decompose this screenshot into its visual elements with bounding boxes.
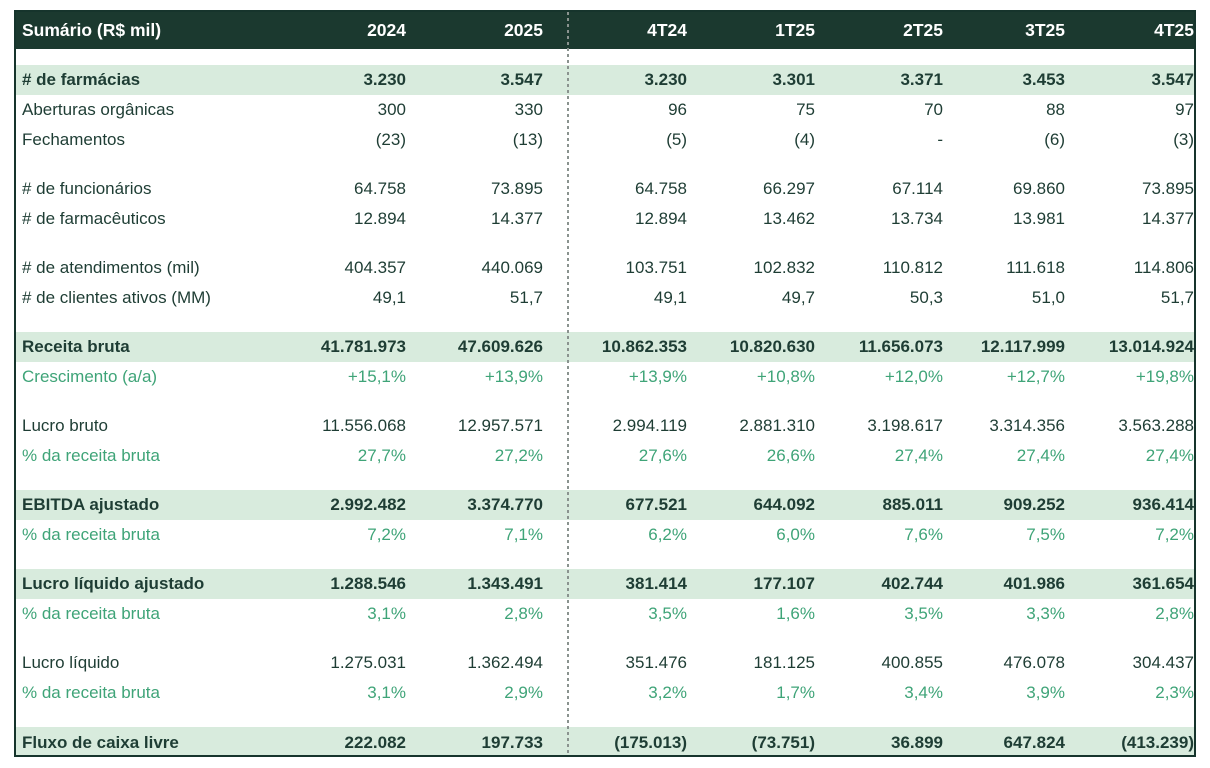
value-cell: (5) — [666, 130, 687, 149]
table-row — [16, 125, 1194, 155]
row-label: # de atendimentos (mil) — [22, 258, 200, 277]
value-cell: +15,1% — [347, 367, 406, 386]
value-cell: 3,1% — [367, 683, 406, 702]
spacer-row — [16, 313, 1194, 332]
value-cell: 10.862.353 — [601, 337, 687, 356]
value-cell: 13.462 — [763, 209, 815, 228]
value-cell: 1.288.546 — [330, 574, 406, 593]
value-cell: (13) — [512, 130, 543, 149]
value-cell: 7,2% — [367, 525, 406, 544]
table-row — [16, 678, 1194, 708]
value-cell: (73.751) — [751, 732, 815, 752]
value-cell: 1,6% — [776, 604, 815, 623]
value-cell: 6,0% — [776, 525, 815, 544]
value-cell: 69.860 — [1013, 179, 1065, 198]
value-cell: 2.992.482 — [330, 495, 406, 514]
row-label: # de farmácias — [22, 70, 141, 89]
value-cell: (3) — [1173, 130, 1194, 149]
value-cell: 1,7% — [776, 683, 815, 702]
value-cell: 2,8% — [504, 604, 543, 623]
value-cell: 181.125 — [753, 653, 815, 672]
value-cell: 222.082 — [344, 732, 406, 752]
value-cell: 73.895 — [1142, 179, 1194, 198]
value-cell: 51,7 — [1160, 288, 1194, 307]
value-cell: 12.117.999 — [980, 337, 1065, 356]
table-row — [16, 490, 1194, 520]
value-cell: 677.521 — [625, 495, 687, 514]
value-cell: 11.556.068 — [322, 416, 406, 435]
value-cell: 909.252 — [1003, 495, 1065, 514]
value-cell: 70 — [924, 100, 943, 119]
value-cell: 381.414 — [625, 574, 687, 593]
value-cell: 6,2% — [648, 525, 687, 544]
table-row — [16, 569, 1194, 599]
table-row — [16, 204, 1194, 234]
header-col-2024: 2024 — [367, 20, 406, 40]
value-cell: 402.744 — [881, 574, 943, 593]
row-label: # de farmacêuticos — [22, 209, 166, 228]
value-cell: 114.806 — [1133, 258, 1194, 277]
value-cell: 7,1% — [504, 525, 543, 544]
value-cell: 96 — [668, 100, 687, 119]
value-cell: 647.824 — [1003, 732, 1065, 752]
header-col-3t25: 3T25 — [1025, 20, 1065, 40]
value-cell: 3,3% — [1026, 604, 1065, 623]
value-cell: 361.654 — [1132, 574, 1194, 593]
value-cell: 1.275.031 — [330, 653, 406, 672]
row-label: EBITDA ajustado — [22, 495, 160, 514]
table-row — [16, 520, 1194, 550]
spacer-row — [16, 392, 1194, 411]
row-label: Receita bruta — [22, 337, 130, 356]
table-row — [16, 411, 1194, 441]
row-label: % da receita bruta — [22, 525, 160, 544]
value-cell: 3,2% — [648, 683, 687, 702]
value-cell: 3.547 — [500, 70, 543, 89]
value-cell: +13,9% — [484, 367, 543, 386]
value-cell: 13.981 — [1013, 209, 1065, 228]
value-cell: 102.832 — [753, 258, 815, 277]
value-cell: 3.314.356 — [989, 416, 1065, 435]
table-row — [16, 65, 1194, 95]
value-cell: 330 — [514, 100, 543, 119]
row-label: Lucro líquido — [22, 653, 120, 672]
row-label: Aberturas orgânicas — [22, 100, 175, 119]
value-cell: 110.812 — [882, 258, 943, 277]
value-cell: 36.899 — [891, 732, 943, 752]
value-cell: 3.547 — [1151, 70, 1194, 89]
row-label: % da receita bruta — [22, 446, 160, 465]
value-cell: 1.343.491 — [467, 574, 543, 593]
value-cell: 14.377 — [1142, 209, 1194, 228]
value-cell: - — [937, 130, 943, 149]
row-label: # de clientes ativos (MM) — [22, 288, 211, 307]
header-col-4t24: 4T24 — [647, 20, 687, 40]
value-cell: 7,6% — [904, 525, 943, 544]
value-cell: 12.957.571 — [457, 416, 543, 435]
value-cell: 404.357 — [344, 258, 406, 277]
row-label: Crescimento (a/a) — [22, 367, 158, 386]
value-cell: 111.618 — [1006, 258, 1065, 277]
value-cell: 49,1 — [372, 288, 406, 307]
value-cell: 177.107 — [753, 574, 815, 593]
row-label: Lucro bruto — [22, 416, 108, 435]
value-cell: +19,8% — [1135, 367, 1194, 386]
value-cell: 3.371 — [900, 70, 943, 89]
value-cell: +12,7% — [1006, 367, 1065, 386]
value-cell: 13.734 — [891, 209, 943, 228]
value-cell: 936.414 — [1132, 495, 1194, 514]
value-cell: 64.758 — [354, 179, 406, 198]
value-cell: 3,5% — [904, 604, 943, 623]
spacer-row — [16, 155, 1194, 174]
spacer-row — [16, 708, 1194, 727]
value-cell: 197.733 — [481, 732, 543, 752]
value-cell: 440.069 — [481, 258, 543, 277]
value-cell: 11.656.073 — [858, 337, 943, 356]
value-cell: 885.011 — [882, 495, 943, 514]
value-cell: 27,4% — [894, 446, 943, 465]
value-cell: 67.114 — [892, 179, 943, 198]
header-col-2025: 2025 — [504, 20, 543, 40]
value-cell: (6) — [1044, 130, 1065, 149]
table-row — [16, 332, 1194, 362]
value-cell: 10.820.630 — [729, 337, 815, 356]
value-cell: 3,4% — [904, 683, 943, 702]
value-cell: 2,3% — [1155, 683, 1194, 702]
header-gap — [16, 49, 1194, 65]
value-cell: 26,6% — [766, 446, 815, 465]
value-cell: (175.013) — [614, 732, 687, 752]
value-cell: 27,4% — [1145, 446, 1194, 465]
value-cell: (4) — [794, 130, 815, 149]
value-cell: 27,7% — [357, 446, 406, 465]
value-cell: 400.855 — [881, 653, 943, 672]
table-row — [16, 362, 1194, 392]
value-cell: 3,1% — [367, 604, 406, 623]
value-cell: 41.781.973 — [320, 337, 406, 356]
spacer-row — [16, 629, 1194, 648]
header-col-2t25: 2T25 — [903, 20, 943, 40]
spacer-row — [16, 471, 1194, 490]
table-header-row — [16, 12, 1194, 49]
value-cell: 27,4% — [1016, 446, 1065, 465]
value-cell: 3.301 — [772, 70, 815, 89]
value-cell: 64.758 — [635, 179, 687, 198]
header-col-1t25: 1T25 — [775, 20, 815, 40]
value-cell: 97 — [1175, 100, 1194, 119]
value-cell: 351.476 — [625, 653, 687, 672]
value-cell: 14.377 — [491, 209, 543, 228]
table-row — [16, 253, 1194, 283]
value-cell: 3.374.770 — [467, 495, 543, 514]
value-cell: 12.894 — [635, 209, 687, 228]
value-cell: 300 — [377, 100, 406, 119]
row-label: Fechamentos — [22, 130, 125, 149]
header-col-4t25: 4T25 — [1154, 20, 1194, 40]
value-cell: 27,2% — [494, 446, 543, 465]
value-cell: 75 — [796, 100, 815, 119]
row-label: # de funcionários — [22, 179, 152, 198]
table-row — [16, 283, 1194, 313]
value-cell: 3,9% — [1026, 683, 1065, 702]
value-cell: 3,5% — [648, 604, 687, 623]
value-cell: 1.362.494 — [467, 653, 543, 672]
spacer-row — [16, 550, 1194, 569]
value-cell: 304.437 — [1132, 653, 1194, 672]
value-cell: 103.751 — [625, 258, 687, 277]
table-body — [16, 65, 1194, 757]
row-label: Lucro líquido ajustado — [22, 574, 205, 593]
value-cell: 644.092 — [753, 495, 815, 514]
table-row — [16, 727, 1194, 757]
value-cell: 3.230 — [644, 70, 687, 89]
value-cell: 13.014.924 — [1108, 337, 1194, 356]
value-cell: 51,0 — [1031, 288, 1065, 307]
table-row — [16, 599, 1194, 629]
value-cell: 66.297 — [763, 179, 815, 198]
value-cell: 49,1 — [653, 288, 687, 307]
row-label: % da receita bruta — [22, 683, 160, 702]
value-cell: 50,3 — [909, 288, 943, 307]
value-cell: (413.239) — [1121, 732, 1194, 752]
table-row — [16, 648, 1194, 678]
value-cell: 88 — [1046, 100, 1065, 119]
value-cell: 47.609.626 — [457, 337, 543, 356]
value-cell: +13,9% — [628, 367, 687, 386]
value-cell: +12,0% — [884, 367, 943, 386]
value-cell: +10,8% — [756, 367, 815, 386]
value-cell: 401.986 — [1003, 574, 1065, 593]
value-cell: 49,7 — [781, 288, 815, 307]
value-cell: 7,5% — [1026, 525, 1065, 544]
value-cell: 7,2% — [1155, 525, 1194, 544]
table-row — [16, 174, 1194, 204]
value-cell: 3.198.617 — [867, 416, 943, 435]
value-cell: 3.563.288 — [1118, 416, 1194, 435]
value-cell: 476.078 — [1003, 653, 1065, 672]
table-row — [16, 441, 1194, 471]
row-label: Fluxo de caixa livre — [22, 732, 179, 752]
value-cell: 27,6% — [638, 446, 687, 465]
summary-table — [14, 10, 1196, 757]
table-row — [16, 95, 1194, 125]
value-cell: 51,7 — [509, 288, 543, 307]
value-cell: 2,8% — [1155, 604, 1194, 623]
value-cell: 73.895 — [491, 179, 543, 198]
value-cell: (23) — [375, 130, 406, 149]
value-cell: 2.994.119 — [612, 416, 687, 435]
value-cell: 12.894 — [354, 209, 406, 228]
value-cell: 3.230 — [363, 70, 406, 89]
value-cell: 3.453 — [1022, 70, 1065, 89]
value-cell: 2.881.310 — [739, 416, 815, 435]
value-cell: 2,9% — [504, 683, 543, 702]
header-title: Sumário (R$ mil) — [22, 20, 162, 40]
row-label: % da receita bruta — [22, 604, 160, 623]
spacer-row — [16, 234, 1194, 253]
